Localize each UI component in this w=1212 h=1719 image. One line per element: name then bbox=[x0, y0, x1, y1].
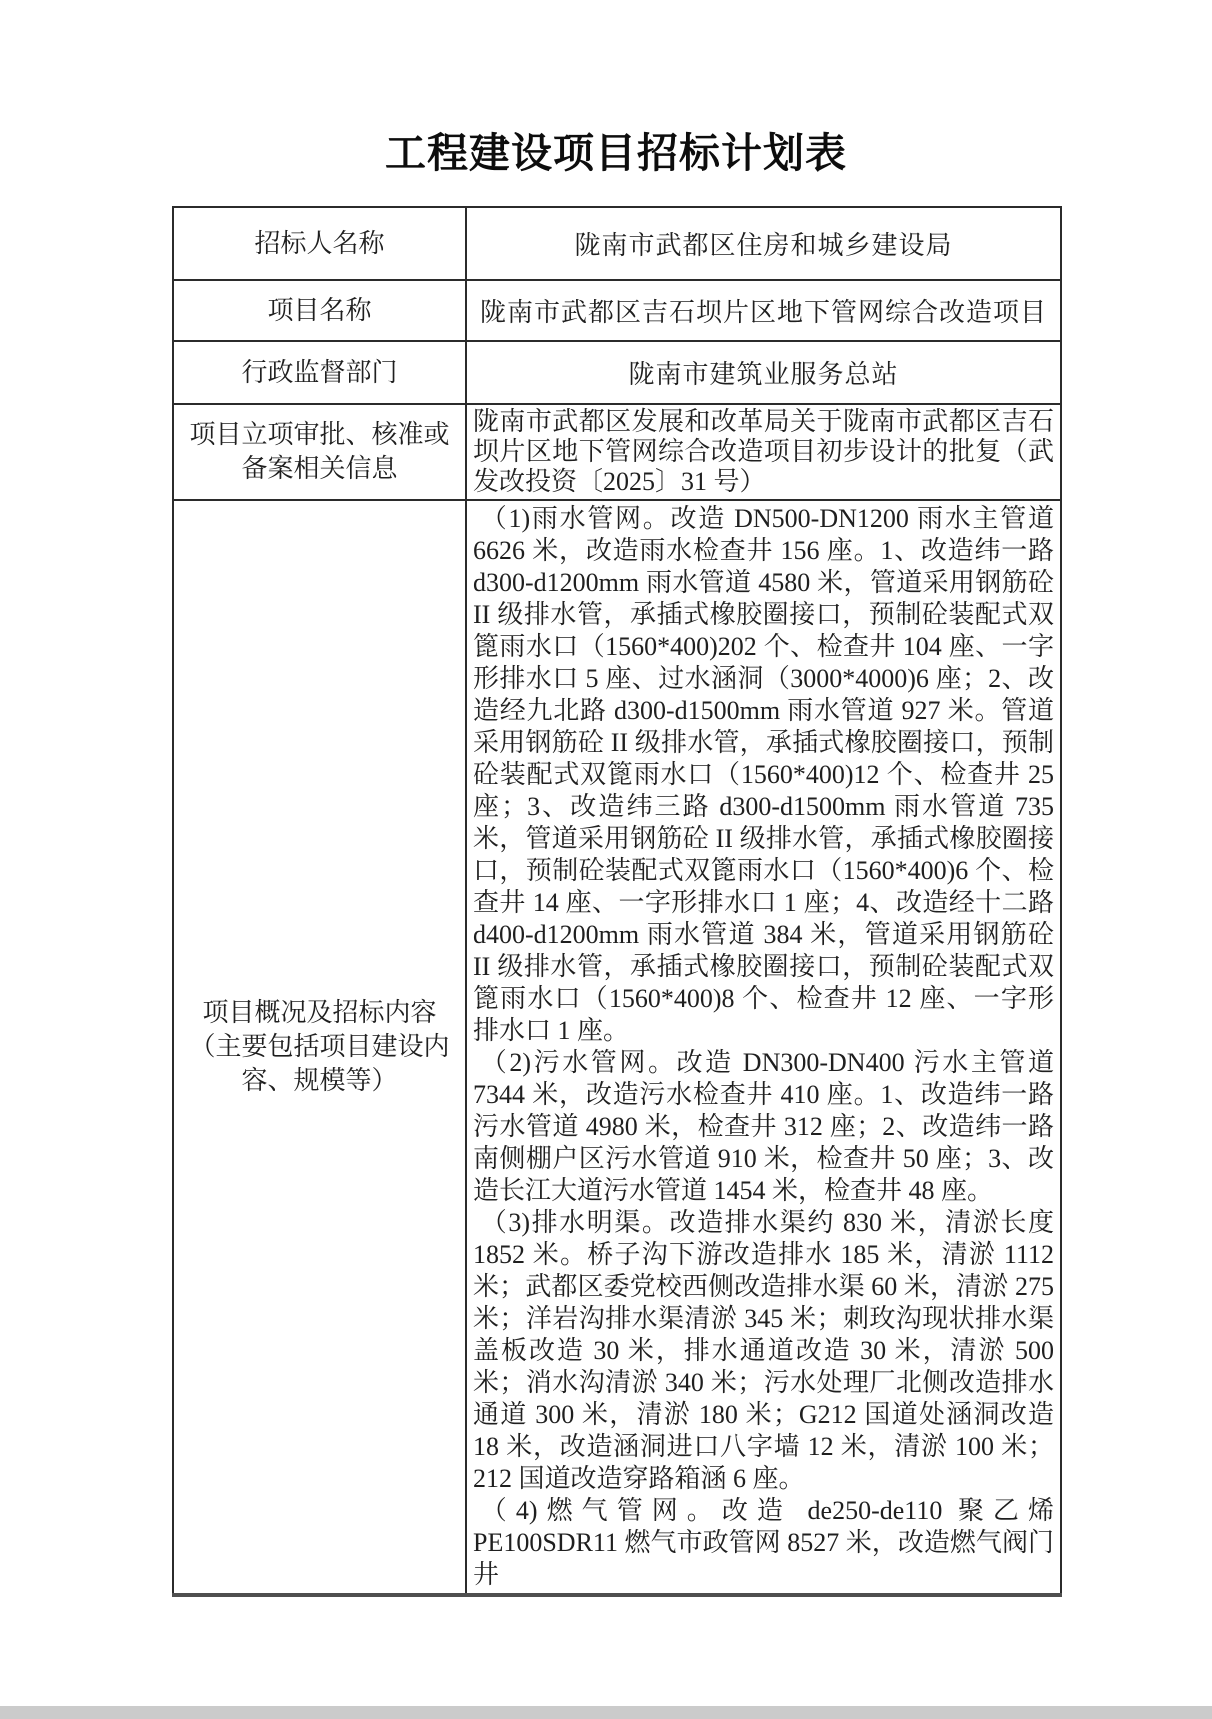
project-name-value: 陇南市武都区吉石坝片区地下管网综合改造项目 bbox=[466, 280, 1061, 341]
bottom-gray-bar bbox=[0, 1706, 1212, 1719]
bidder-name-label: 招标人名称 bbox=[173, 207, 466, 280]
supervision-department-value: 陇南市建筑业服务总站 bbox=[466, 341, 1061, 404]
page-title: 工程建设项目招标计划表 bbox=[385, 129, 847, 177]
table-row bbox=[173, 207, 1061, 280]
bidding-plan-table bbox=[172, 206, 1062, 1597]
sewage-network-paragraph: （2)污水管网。改造 DN300-DN400 污水主管道 7344 米，改造污水检查井 410 座。1、改造纬一路污水管道 4980 米，检查井 312 座；2、改造纬一路南侧棚户区污水管道 910 米，检查井 50 座；3、改造长江大道污水管道 1454 米，检查井 48 座。 bbox=[473, 1048, 1054, 1205]
table-row bbox=[173, 404, 1061, 500]
approval-info-value: 陇南市武都区发展和改革局关于陇南市武都区吉石坝片区地下管网综合改造项目初步设计的批复（武发改投资〔2025〕31 号） bbox=[466, 404, 1061, 500]
bidder-name-value: 陇南市武都区住房和城乡建设局 bbox=[466, 207, 1061, 280]
approval-info-label: 项目立项审批、核准或备案相关信息 bbox=[173, 404, 466, 500]
gas-network-paragraph: （4)燃气管网。改造 de250-de110 聚乙烯 PE100SDR11 燃气市政管网 8527 米，改造燃气阀门井 bbox=[473, 1496, 1054, 1589]
project-overview-value bbox=[466, 500, 1061, 1595]
table-row bbox=[173, 500, 1061, 1595]
project-overview-label: 项目概况及招标内容（主要包括项目建设内容、规模等） bbox=[173, 500, 466, 1595]
table-row bbox=[173, 280, 1061, 341]
rainwater-network-paragraph: （1)雨水管网。改造 DN500-DN1200 雨水主管道 6626 米，改造雨水检查井 156 座。1、改造纬一路 d300-d1200mm 雨水管道 4580 米，管道采用钢筋砼 II 级排水管，承插式橡胶圈接口，预制砼装配式双篦雨水口（1560*400)202 个、检查井 104 座、一字形排水口 5 座、过水涵洞（3000*4000)6 座；2、改造经九北路 d300-d1500mm 雨水管道 927 米。管道采用钢筋砼 II 级排水管，承插式橡胶圈接口，预制砼装配式双篦雨水口（1560*400)12 个、检查井 25 座；3、改造纬三路 d300-d1500mm 雨水管道 735 米，管道采用钢筋砼 II 级排水管，承插式橡胶圈接口，预制砼装配式双篦雨水口（1560*400)6 个、检查井 14 座、一字形排水口 1 座；4、改造经十二路 d400-d1200mm 雨水管道 384 米，管道采用钢筋砼 II 级排水管，承插式橡胶圈接口，预制砼装配式双篦雨水口（1560*400)8 个、检查井 12 座、一字形排水口 1 座。 bbox=[473, 504, 1054, 1045]
open-drainage-channel-paragraph: （3)排水明渠。改造排水渠约 830 米，清淤长度 1852 米。桥子沟下游改造排水 185 米，清淤 1112 米；武都区委党校西侧改造排水渠 60 米，清淤 275 米；洋岩沟排水渠清淤 345 米；刺玫沟现状排水渠盖板改造 30 米，排水通道改造 30 米，清淤 500 米；消水沟清淤 340 米；污水处理厂北侧改造排水通道 300 米，清淤 180 米；G212 国道处涵洞改造 18 米，改造涵洞进口八字墙 12 米，清淤 100 米；212 国道改造穿路箱涵 6 座。 bbox=[473, 1208, 1054, 1493]
table-row bbox=[173, 341, 1061, 404]
project-name-label: 项目名称 bbox=[173, 280, 466, 341]
supervision-department-label: 行政监督部门 bbox=[173, 341, 466, 404]
